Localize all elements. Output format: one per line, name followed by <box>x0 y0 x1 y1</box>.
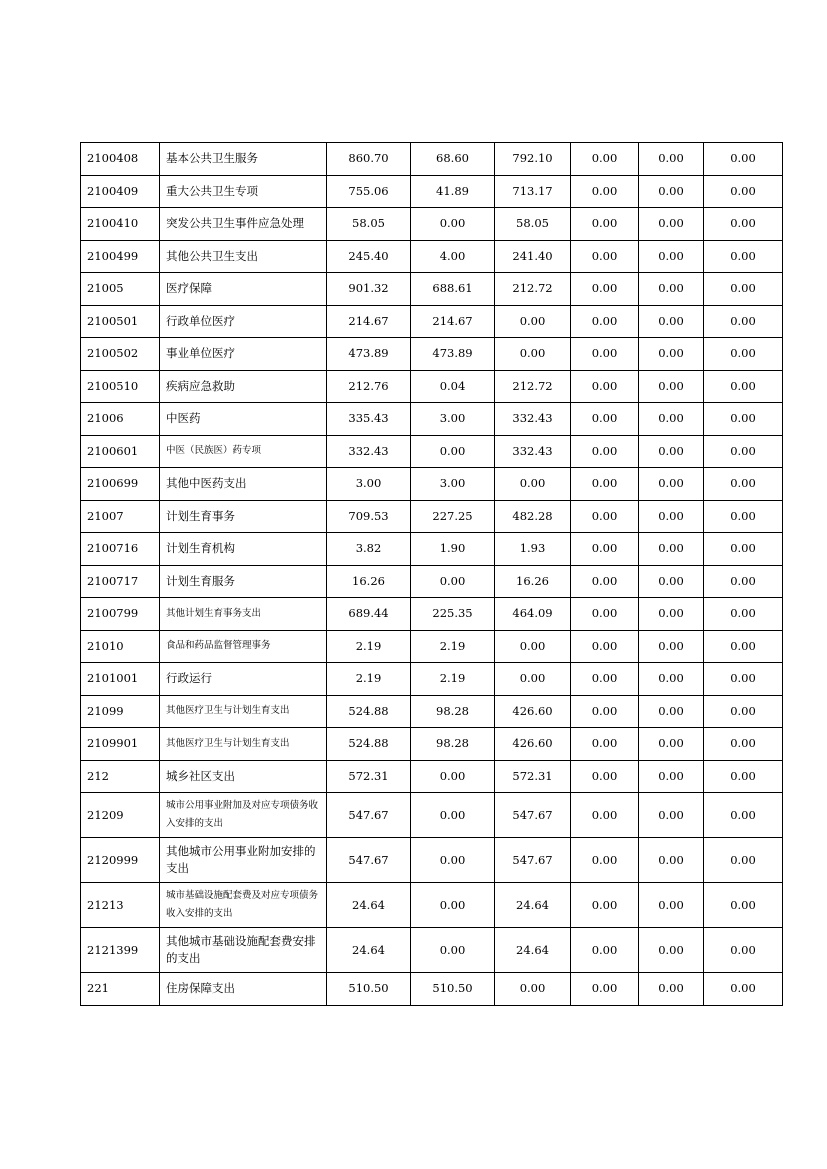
amount-cell: 0.00 <box>411 208 495 241</box>
amount-cell: 3.00 <box>411 403 495 436</box>
amount-cell: 0.00 <box>704 305 783 338</box>
amount-cell: 16.26 <box>327 565 411 598</box>
amount-cell: 547.67 <box>327 793 411 838</box>
amount-cell: 0.04 <box>411 370 495 403</box>
amount-cell: 0.00 <box>639 760 704 793</box>
amount-cell: 214.67 <box>327 305 411 338</box>
amount-cell: 0.00 <box>639 565 704 598</box>
amount-cell: 0.00 <box>704 500 783 533</box>
amount-cell: 0.00 <box>571 435 639 468</box>
subject-code-cell: 2100717 <box>81 565 160 598</box>
subject-name-cell: 计划生育机构 <box>160 533 327 566</box>
amount-cell: 1.93 <box>495 533 571 566</box>
amount-cell: 214.67 <box>411 305 495 338</box>
amount-cell: 3.00 <box>411 468 495 501</box>
table-row <box>81 370 783 403</box>
amount-cell: 547.67 <box>327 838 411 883</box>
subject-code-cell: 221 <box>81 973 160 1006</box>
subject-code-cell: 2109901 <box>81 728 160 761</box>
amount-cell: 212.72 <box>495 370 571 403</box>
amount-cell: 755.06 <box>327 175 411 208</box>
amount-cell: 0.00 <box>639 533 704 566</box>
table-row <box>81 838 783 883</box>
subject-name-cell: 城市公用事业附加及对应专项债务收入安排的支出 <box>160 793 327 838</box>
amount-cell: 0.00 <box>571 143 639 176</box>
amount-cell: 0.00 <box>639 468 704 501</box>
amount-cell: 689.44 <box>327 598 411 631</box>
amount-cell: 0.00 <box>571 695 639 728</box>
amount-cell: 0.00 <box>495 305 571 338</box>
amount-cell: 0.00 <box>411 435 495 468</box>
amount-cell: 0.00 <box>571 175 639 208</box>
amount-cell: 464.09 <box>495 598 571 631</box>
amount-cell: 0.00 <box>571 883 639 928</box>
table-row <box>81 598 783 631</box>
amount-cell: 98.28 <box>411 695 495 728</box>
amount-cell: 0.00 <box>639 598 704 631</box>
amount-cell: 0.00 <box>639 663 704 696</box>
amount-cell: 0.00 <box>495 468 571 501</box>
amount-cell: 572.31 <box>327 760 411 793</box>
amount-cell: 0.00 <box>704 695 783 728</box>
amount-cell: 0.00 <box>639 500 704 533</box>
amount-cell: 0.00 <box>639 883 704 928</box>
amount-cell: 245.40 <box>327 240 411 273</box>
amount-cell: 0.00 <box>411 760 495 793</box>
amount-cell: 0.00 <box>704 533 783 566</box>
amount-cell: 2.19 <box>411 630 495 663</box>
amount-cell: 1.90 <box>411 533 495 566</box>
table-row <box>81 468 783 501</box>
subject-name-cell: 基本公共卫生服务 <box>160 143 327 176</box>
amount-cell: 0.00 <box>571 838 639 883</box>
amount-cell: 0.00 <box>639 143 704 176</box>
amount-cell: 0.00 <box>704 838 783 883</box>
subject-code-cell: 2100799 <box>81 598 160 631</box>
amount-cell: 0.00 <box>571 630 639 663</box>
subject-name-cell: 计划生育服务 <box>160 565 327 598</box>
table-row <box>81 928 783 973</box>
subject-code-cell: 212 <box>81 760 160 793</box>
table-row <box>81 500 783 533</box>
amount-cell: 0.00 <box>704 240 783 273</box>
subject-code-cell: 21209 <box>81 793 160 838</box>
amount-cell: 2.19 <box>327 630 411 663</box>
amount-cell: 0.00 <box>639 403 704 436</box>
amount-cell: 0.00 <box>704 883 783 928</box>
table-row <box>81 175 783 208</box>
table-body <box>81 143 783 1006</box>
amount-cell: 0.00 <box>495 630 571 663</box>
amount-cell: 0.00 <box>571 928 639 973</box>
amount-cell: 0.00 <box>639 208 704 241</box>
amount-cell: 41.89 <box>411 175 495 208</box>
amount-cell: 792.10 <box>495 143 571 176</box>
amount-cell: 0.00 <box>704 663 783 696</box>
amount-cell: 16.26 <box>495 565 571 598</box>
subject-code-cell: 21010 <box>81 630 160 663</box>
subject-name-cell: 住房保障支出 <box>160 973 327 1006</box>
amount-cell: 0.00 <box>495 338 571 371</box>
subject-name-cell: 城市基础设施配套费及对应专项债务收入安排的支出 <box>160 883 327 928</box>
amount-cell: 0.00 <box>639 695 704 728</box>
table-row <box>81 760 783 793</box>
amount-cell: 426.60 <box>495 728 571 761</box>
amount-cell: 225.35 <box>411 598 495 631</box>
table-row <box>81 630 783 663</box>
amount-cell: 0.00 <box>571 273 639 306</box>
amount-cell: 510.50 <box>327 973 411 1006</box>
amount-cell: 0.00 <box>571 500 639 533</box>
amount-cell: 0.00 <box>639 240 704 273</box>
table-row <box>81 663 783 696</box>
amount-cell: 332.43 <box>495 435 571 468</box>
amount-cell: 0.00 <box>411 565 495 598</box>
subject-name-cell: 中医药 <box>160 403 327 436</box>
subject-name-cell: 疾病应急救助 <box>160 370 327 403</box>
table-row <box>81 240 783 273</box>
amount-cell: 241.40 <box>495 240 571 273</box>
amount-cell: 58.05 <box>327 208 411 241</box>
amount-cell: 0.00 <box>495 663 571 696</box>
table-row <box>81 793 783 838</box>
subject-name-cell: 其他公共卫生支出 <box>160 240 327 273</box>
subject-name-cell: 食品和药品监督管理事务 <box>160 630 327 663</box>
amount-cell: 0.00 <box>639 838 704 883</box>
amount-cell: 524.88 <box>327 695 411 728</box>
table-row <box>81 883 783 928</box>
amount-cell: 0.00 <box>571 760 639 793</box>
amount-cell: 0.00 <box>411 928 495 973</box>
amount-cell: 3.82 <box>327 533 411 566</box>
amount-cell: 0.00 <box>704 630 783 663</box>
subject-code-cell: 21005 <box>81 273 160 306</box>
amount-cell: 0.00 <box>639 273 704 306</box>
subject-name-cell: 医疗保障 <box>160 273 327 306</box>
amount-cell: 0.00 <box>704 338 783 371</box>
amount-cell: 0.00 <box>571 370 639 403</box>
amount-cell: 0.00 <box>704 793 783 838</box>
amount-cell: 0.00 <box>571 533 639 566</box>
subject-code-cell: 2100408 <box>81 143 160 176</box>
table-row <box>81 338 783 371</box>
subject-code-cell: 2100409 <box>81 175 160 208</box>
amount-cell: 572.31 <box>495 760 571 793</box>
amount-cell: 0.00 <box>571 973 639 1006</box>
amount-cell: 0.00 <box>571 598 639 631</box>
amount-cell: 3.00 <box>327 468 411 501</box>
subject-name-cell: 其他医疗卫生与计划生育支出 <box>160 728 327 761</box>
amount-cell: 0.00 <box>571 305 639 338</box>
amount-cell: 0.00 <box>704 435 783 468</box>
table-row <box>81 973 783 1006</box>
amount-cell: 0.00 <box>495 973 571 1006</box>
amount-cell: 0.00 <box>571 565 639 598</box>
subject-code-cell: 2100716 <box>81 533 160 566</box>
amount-cell: 0.00 <box>704 728 783 761</box>
amount-cell: 0.00 <box>639 338 704 371</box>
subject-name-cell: 突发公共卫生事件应急处理 <box>160 208 327 241</box>
amount-cell: 0.00 <box>571 240 639 273</box>
subject-name-cell: 城乡社区支出 <box>160 760 327 793</box>
amount-cell: 24.64 <box>495 928 571 973</box>
amount-cell: 0.00 <box>571 793 639 838</box>
amount-cell: 0.00 <box>639 728 704 761</box>
amount-cell: 0.00 <box>704 760 783 793</box>
amount-cell: 4.00 <box>411 240 495 273</box>
table-row <box>81 403 783 436</box>
subject-name-cell: 计划生育事务 <box>160 500 327 533</box>
amount-cell: 24.64 <box>327 928 411 973</box>
amount-cell: 860.70 <box>327 143 411 176</box>
amount-cell: 0.00 <box>639 928 704 973</box>
amount-cell: 713.17 <box>495 175 571 208</box>
amount-cell: 473.89 <box>327 338 411 371</box>
subject-code-cell: 21006 <box>81 403 160 436</box>
amount-cell: 0.00 <box>704 598 783 631</box>
amount-cell: 68.60 <box>411 143 495 176</box>
amount-cell: 0.00 <box>571 338 639 371</box>
subject-name-cell: 中医（民族医）药专项 <box>160 435 327 468</box>
subject-name-cell: 事业单位医疗 <box>160 338 327 371</box>
table-row <box>81 143 783 176</box>
amount-cell: 0.00 <box>571 728 639 761</box>
amount-cell: 482.28 <box>495 500 571 533</box>
table-row <box>81 208 783 241</box>
subject-code-cell: 21099 <box>81 695 160 728</box>
subject-code-cell: 2101001 <box>81 663 160 696</box>
amount-cell: 524.88 <box>327 728 411 761</box>
amount-cell: 0.00 <box>704 928 783 973</box>
amount-cell: 0.00 <box>704 143 783 176</box>
amount-cell: 332.43 <box>495 403 571 436</box>
subject-name-cell: 其他医疗卫生与计划生育支出 <box>160 695 327 728</box>
subject-name-cell: 行政单位医疗 <box>160 305 327 338</box>
subject-code-cell: 21007 <box>81 500 160 533</box>
table-row <box>81 565 783 598</box>
amount-cell: 212.76 <box>327 370 411 403</box>
amount-cell: 473.89 <box>411 338 495 371</box>
amount-cell: 0.00 <box>639 973 704 1006</box>
subject-code-cell: 2100510 <box>81 370 160 403</box>
subject-code-cell: 2100501 <box>81 305 160 338</box>
amount-cell: 0.00 <box>639 435 704 468</box>
amount-cell: 0.00 <box>639 305 704 338</box>
subject-name-cell: 行政运行 <box>160 663 327 696</box>
amount-cell: 58.05 <box>495 208 571 241</box>
amount-cell: 0.00 <box>704 273 783 306</box>
subject-name-cell: 重大公共卫生专项 <box>160 175 327 208</box>
subject-name-cell: 其他计划生育事务支出 <box>160 598 327 631</box>
amount-cell: 0.00 <box>571 663 639 696</box>
amount-cell: 709.53 <box>327 500 411 533</box>
subject-code-cell: 2100601 <box>81 435 160 468</box>
subject-code-cell: 2100499 <box>81 240 160 273</box>
amount-cell: 547.67 <box>495 793 571 838</box>
amount-cell: 0.00 <box>411 793 495 838</box>
amount-cell: 426.60 <box>495 695 571 728</box>
amount-cell: 2.19 <box>411 663 495 696</box>
amount-cell: 901.32 <box>327 273 411 306</box>
subject-code-cell: 2100502 <box>81 338 160 371</box>
amount-cell: 0.00 <box>411 883 495 928</box>
subject-code-cell: 2120999 <box>81 838 160 883</box>
table-row <box>81 305 783 338</box>
table-row <box>81 695 783 728</box>
amount-cell: 24.64 <box>327 883 411 928</box>
amount-cell: 510.50 <box>411 973 495 1006</box>
amount-cell: 0.00 <box>571 468 639 501</box>
amount-cell: 212.72 <box>495 273 571 306</box>
amount-cell: 0.00 <box>571 208 639 241</box>
amount-cell: 98.28 <box>411 728 495 761</box>
amount-cell: 227.25 <box>411 500 495 533</box>
amount-cell: 0.00 <box>704 973 783 1006</box>
amount-cell: 0.00 <box>704 403 783 436</box>
amount-cell: 688.61 <box>411 273 495 306</box>
subject-name-cell: 其他中医药支出 <box>160 468 327 501</box>
amount-cell: 0.00 <box>411 838 495 883</box>
amount-cell: 0.00 <box>704 370 783 403</box>
amount-cell: 0.00 <box>639 175 704 208</box>
subject-name-cell: 其他城市基础设施配套费安排的支出 <box>160 928 327 973</box>
amount-cell: 2.19 <box>327 663 411 696</box>
budget-table <box>80 142 783 1006</box>
subject-code-cell: 2121399 <box>81 928 160 973</box>
table-row <box>81 273 783 306</box>
subject-name-cell: 其他城市公用事业附加安排的支出 <box>160 838 327 883</box>
table-row <box>81 435 783 468</box>
amount-cell: 0.00 <box>704 565 783 598</box>
subject-code-cell: 2100699 <box>81 468 160 501</box>
amount-cell: 0.00 <box>639 370 704 403</box>
table-row <box>81 728 783 761</box>
amount-cell: 0.00 <box>639 630 704 663</box>
amount-cell: 332.43 <box>327 435 411 468</box>
table-row <box>81 533 783 566</box>
subject-code-cell: 21213 <box>81 883 160 928</box>
amount-cell: 0.00 <box>704 468 783 501</box>
amount-cell: 0.00 <box>704 208 783 241</box>
amount-cell: 0.00 <box>639 793 704 838</box>
amount-cell: 24.64 <box>495 883 571 928</box>
subject-code-cell: 2100410 <box>81 208 160 241</box>
amount-cell: 335.43 <box>327 403 411 436</box>
amount-cell: 0.00 <box>704 175 783 208</box>
amount-cell: 547.67 <box>495 838 571 883</box>
amount-cell: 0.00 <box>571 403 639 436</box>
